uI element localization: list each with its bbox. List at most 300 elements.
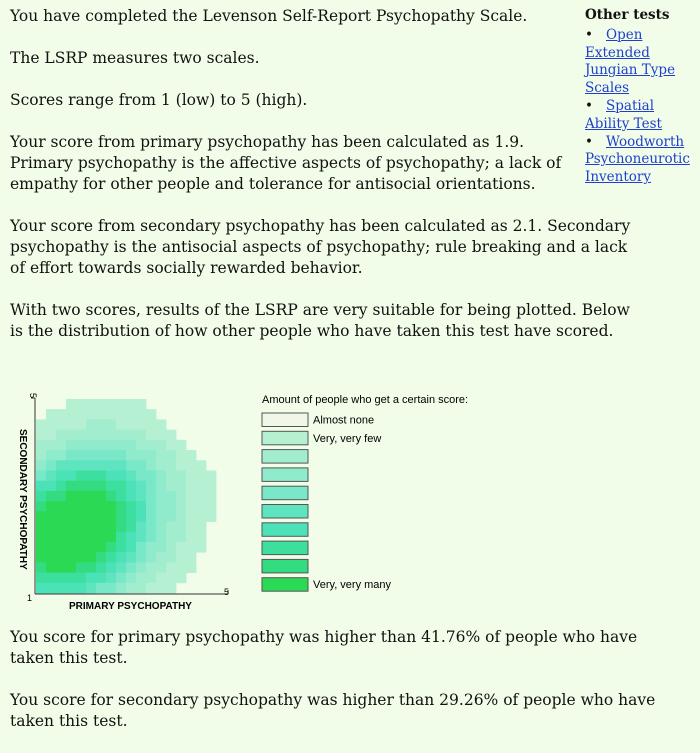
heatmap-cell [46, 430, 56, 441]
heatmap-cell [186, 460, 196, 471]
heatmap-cell [116, 511, 126, 522]
bullet-icon: • [585, 97, 593, 114]
heatmap-cell [176, 552, 186, 563]
heatmap-cell [66, 399, 76, 410]
heatmap-cell [166, 481, 176, 492]
heatmap-cell [76, 419, 86, 430]
heatmap-cell [166, 583, 176, 594]
heatmap-cell [156, 470, 166, 481]
heatmap-cell [106, 583, 116, 594]
heatmap-cell [116, 542, 126, 553]
heatmap-cell [66, 430, 76, 441]
heatmap-cell [176, 481, 186, 492]
heatmap-cell [66, 501, 76, 512]
heatmap-cell [166, 532, 176, 543]
heatmap-cell [146, 542, 156, 553]
heatmap-cell [96, 583, 106, 594]
heatmap-cell [96, 481, 106, 492]
heatmap-cell [56, 562, 66, 573]
heatmap-cell [116, 522, 126, 533]
heatmap-cell [96, 501, 106, 512]
heatmap-cell [176, 511, 186, 522]
heatmap-cell [116, 450, 126, 461]
heatmap-cell [176, 470, 186, 481]
heatmap-cell [86, 399, 96, 410]
heatmap-cell [36, 491, 46, 502]
heatmap [36, 399, 216, 593]
heatmap-cell [186, 470, 196, 481]
heatmap-cell [96, 450, 106, 461]
heatmap-cell [76, 430, 86, 441]
heatmap-cell [96, 409, 106, 420]
heatmap-cell [176, 440, 186, 451]
heatmap-cell [156, 552, 166, 563]
heatmap-cell [136, 481, 146, 492]
heatmap-cell [56, 522, 66, 533]
heatmap-cell [56, 491, 66, 502]
heatmap-cell [126, 430, 136, 441]
heatmap-cell [166, 522, 176, 533]
heatmap-cell [76, 440, 86, 451]
heatmap-cell [106, 481, 116, 492]
heatmap-cell [126, 481, 136, 492]
heatmap-cell [46, 573, 56, 584]
list-item [585, 98, 695, 134]
heatmap-cell [186, 552, 196, 563]
heatmap-cell [176, 450, 186, 461]
heatmap-cell [126, 562, 136, 573]
legend-swatch [262, 523, 308, 537]
heatmap-cell [126, 532, 136, 543]
heatmap-cell [126, 542, 136, 553]
heatmap-cell [186, 542, 196, 553]
heatmap-cell [66, 409, 76, 420]
link-spatial-ability[interactable]: Spatial Ability Test [585, 97, 662, 132]
heatmap-cell [196, 511, 206, 522]
heatmap-cell [86, 542, 96, 553]
heatmap-cell [176, 501, 186, 512]
completed-text: You have completed the Levenson Self-Report Psychopathy Scale. [10, 7, 528, 25]
heatmap-cell [76, 522, 86, 533]
heatmap-cell [86, 562, 96, 573]
heatmap-cell [136, 430, 146, 441]
heatmap-cell [36, 583, 46, 594]
heatmap-cell [126, 491, 136, 502]
heatmap-cell [186, 532, 196, 543]
heatmap-cell [96, 460, 106, 471]
heatmap-cell [66, 562, 76, 573]
x-axis-label: PRIMARY PSYCHOPATHY [69, 601, 192, 612]
heatmap-cell [156, 583, 166, 594]
heatmap-cell [176, 522, 186, 533]
heatmap-cell [146, 440, 156, 451]
heatmap-cell [186, 511, 196, 522]
heatmap-cell [66, 450, 76, 461]
list-item [585, 134, 695, 187]
heatmap-cell [166, 470, 176, 481]
heatmap-cell [136, 460, 146, 471]
heatmap-cell [86, 522, 96, 533]
y-axis-label: SECONDARY PSYCHOPATHY [17, 429, 28, 570]
heatmap-cell [66, 470, 76, 481]
heatmap-cell [116, 583, 126, 594]
heatmap-cell [136, 491, 146, 502]
heatmap-cell [56, 583, 66, 594]
heatmap-cell [96, 491, 106, 502]
heatmap-cell [46, 481, 56, 492]
heatmap-cell [156, 481, 166, 492]
heatmap-cell [186, 450, 196, 461]
heatmap-cell [96, 440, 106, 451]
heatmap-cell [46, 562, 56, 573]
heatmap-cell [76, 450, 86, 461]
legend-swatch [262, 559, 308, 573]
heatmap-cell [76, 409, 86, 420]
heatmap-cell [36, 511, 46, 522]
heatmap-cell [36, 419, 46, 430]
heatmap-cell [116, 573, 126, 584]
link-open-extended-jungian[interactable]: Open Extended Jungian Type Scales [585, 26, 676, 97]
heatmap-cell [56, 409, 66, 420]
heatmap-cell [116, 409, 126, 420]
heatmap-cell [136, 562, 146, 573]
heatmap-cell [166, 440, 176, 451]
heatmap-cell [146, 573, 156, 584]
other-tests-title: Other tests [585, 7, 670, 23]
heatmap-cell [36, 501, 46, 512]
heatmap-cell [126, 399, 136, 410]
heatmap-cell [196, 470, 206, 481]
heatmap-cell [146, 419, 156, 430]
heatmap-cell [146, 562, 156, 573]
secondary-percentile-text: You score for secondary psychopathy was higher than 29.26% of people who have taken this test. [10, 691, 656, 730]
heatmap-cell [66, 552, 76, 563]
heatmap-cell [136, 542, 146, 553]
heatmap-cell [166, 552, 176, 563]
bullet-icon: • [585, 133, 593, 150]
heatmap-cell [196, 481, 206, 492]
heatmap-cell [76, 552, 86, 563]
heatmap-cell [186, 501, 196, 512]
other-tests-list [585, 27, 695, 187]
heatmap-cell [146, 522, 156, 533]
heatmap-cell [56, 450, 66, 461]
heatmap-cell [136, 409, 146, 420]
heatmap-cell [106, 470, 116, 481]
heatmap-cell [146, 552, 156, 563]
heatmap-cell [166, 542, 176, 553]
heatmap-cell [196, 460, 206, 471]
heatmap-cell [36, 573, 46, 584]
heatmap-cell [76, 399, 86, 410]
heatmap-cell [66, 481, 76, 492]
heatmap-cell [206, 501, 216, 512]
heatmap-cell [206, 470, 216, 481]
heatmap-cell [56, 481, 66, 492]
heatmap-cell [56, 542, 66, 553]
heatmap-cell [106, 491, 116, 502]
heatmap-cell [76, 491, 86, 502]
distribution-chart [0, 382, 700, 622]
heatmap-cell [96, 552, 106, 563]
legend-label: Very, very few [313, 432, 382, 445]
heatmap-cell [76, 573, 86, 584]
heatmap-cell [156, 532, 166, 543]
heatmap-cell [56, 430, 66, 441]
legend-label: Almost none [313, 414, 375, 427]
heatmap-cell [176, 460, 186, 471]
heatmap-cell [106, 573, 116, 584]
heatmap-cell [56, 511, 66, 522]
heatmap-cell [46, 532, 56, 543]
heatmap-cell [146, 430, 156, 441]
heatmap-cell [166, 573, 176, 584]
legend-swatch [262, 578, 308, 592]
heatmap-cell [66, 542, 76, 553]
heatmap-cell [46, 409, 56, 420]
heatmap-cell [206, 511, 216, 522]
heatmap-cell [156, 501, 166, 512]
heatmap-cell [56, 470, 66, 481]
heatmap-cell [96, 419, 106, 430]
y-tick-max: 5 [28, 393, 38, 399]
heatmap-cell [116, 460, 126, 471]
heatmap-cell [196, 491, 206, 502]
heatmap-cell [116, 440, 126, 451]
heatmap-cell [126, 501, 136, 512]
heatmap-cell [146, 460, 156, 471]
heatmap-cell [86, 491, 96, 502]
heatmap-cell [46, 501, 56, 512]
heatmap-cell [146, 470, 156, 481]
heatmap-cell [126, 470, 136, 481]
heatmap-cell [76, 470, 86, 481]
heatmap-cell [106, 419, 116, 430]
heatmap-cell [146, 511, 156, 522]
heatmap-cell [156, 573, 166, 584]
heatmap-cell [116, 491, 126, 502]
heatmap-cell [46, 460, 56, 471]
heatmap-cell [196, 542, 206, 553]
heatmap-cell [126, 522, 136, 533]
heatmap-cell [36, 542, 46, 553]
heatmap-cell [136, 399, 146, 410]
heatmap-cell [166, 430, 176, 441]
legend [262, 413, 392, 591]
primary-score-text: Your score from primary psychopathy has been calculated as 1.9. Primary psychopathy is the affective aspects of psychopathy; a lack of empathy for other people and tolerance for antisocial orientations. [10, 133, 562, 193]
plot-intro-text: With two scores, results of the LSRP are very suitable for being plotted. Below is the distribution of how other people who have taken this test have scored. [10, 301, 630, 340]
scales-text: The LSRP measures two scales. [10, 49, 260, 67]
heatmap-cell [76, 532, 86, 543]
heatmap-cell [86, 470, 96, 481]
heatmap-cell [96, 399, 106, 410]
heatmap-cell [116, 501, 126, 512]
bullet-icon: • [585, 26, 593, 43]
heatmap-cell [106, 532, 116, 543]
heatmap-cell [156, 419, 166, 430]
heatmap-cell [106, 522, 116, 533]
heatmap-cell [96, 532, 106, 543]
legend-swatch [262, 541, 308, 555]
heatmap-cell [106, 542, 116, 553]
heatmap-cell [36, 470, 46, 481]
heatmap-cell [166, 460, 176, 471]
legend-swatch [262, 431, 308, 445]
heatmap-cell [106, 501, 116, 512]
heatmap-cell [146, 501, 156, 512]
heatmap-cell [156, 522, 166, 533]
heatmap-cell [106, 450, 116, 461]
heatmap-cell [186, 481, 196, 492]
heatmap-cell [186, 522, 196, 533]
heatmap-cell [86, 450, 96, 461]
x-tick-max: 5 [224, 587, 230, 597]
heatmap-cell [156, 511, 166, 522]
heatmap-cell [86, 573, 96, 584]
heatmap-cell [96, 430, 106, 441]
heatmap-cell [176, 491, 186, 502]
percentile-results [10, 627, 680, 753]
heatmap-cell [116, 532, 126, 543]
heatmap-cell [166, 511, 176, 522]
heatmap-cell [86, 430, 96, 441]
heatmap-cell [126, 460, 136, 471]
heatmap-cell [166, 562, 176, 573]
heatmap-cell [96, 542, 106, 553]
heatmap-cell [136, 511, 146, 522]
heatmap-cell [66, 532, 76, 543]
heatmap-cell [66, 511, 76, 522]
heatmap-cell [56, 440, 66, 451]
heatmap-cell [56, 573, 66, 584]
heatmap-cell [86, 481, 96, 492]
heatmap-cell [176, 562, 186, 573]
heatmap-cell [106, 511, 116, 522]
heatmap-cell [126, 440, 136, 451]
heatmap-cell [176, 532, 186, 543]
heatmap-cell [96, 470, 106, 481]
legend-swatch [262, 468, 308, 482]
range-text: Scores range from 1 (low) to 5 (high). [10, 91, 308, 109]
heatmap-cell [66, 419, 76, 430]
heatmap-cell [46, 450, 56, 461]
heatmap-cell [136, 470, 146, 481]
heatmap-cell [86, 532, 96, 543]
heatmap-cell [146, 481, 156, 492]
heatmap-cell [86, 501, 96, 512]
heatmap-cell [96, 573, 106, 584]
heatmap-cell [56, 552, 66, 563]
heatmap-cell [166, 501, 176, 512]
secondary-score-text: Your score from secondary psychopathy has been calculated as 2.1. Secondary psychopathy is the antisocial aspects of psychopathy; rule breaking and a lack of effort towards socially rewarded behavior. [10, 217, 631, 277]
heatmap-cell [36, 440, 46, 451]
heatmap-cell [86, 583, 96, 594]
heatmap-cell [206, 481, 216, 492]
heatmap-cell [66, 491, 76, 502]
heatmap-cell [146, 450, 156, 461]
heatmap-cell [126, 419, 136, 430]
heatmap-cell [46, 440, 56, 451]
heatmap-cell [146, 491, 156, 502]
heatmap-cell [146, 532, 156, 543]
heatmap-cell [126, 511, 136, 522]
heatmap-cell [126, 409, 136, 420]
heatmap-cell [116, 562, 126, 573]
heatmap-cell [136, 552, 146, 563]
heatmap-cell [76, 562, 86, 573]
other-tests-sidebar [585, 7, 695, 187]
heatmap-cell [46, 470, 56, 481]
heatmap-cell [106, 430, 116, 441]
heatmap-cell [116, 470, 126, 481]
list-item [585, 27, 695, 98]
heatmap-cell [36, 522, 46, 533]
heatmap-cell [136, 501, 146, 512]
heatmap-cell [46, 522, 56, 533]
heatmap-cell [156, 460, 166, 471]
heatmap-cell [86, 419, 96, 430]
link-woodworth[interactable]: Woodworth Psychoneurotic Inventory [585, 133, 690, 186]
heatmap-cell [36, 552, 46, 563]
heatmap-cell [136, 532, 146, 543]
heatmap-cell [136, 583, 146, 594]
heatmap-cell [116, 419, 126, 430]
heatmap-cell [136, 440, 146, 451]
distribution-figure [0, 382, 700, 622]
heatmap-cell [66, 522, 76, 533]
heatmap-cell [196, 522, 206, 533]
heatmap-cell [186, 562, 196, 573]
axis-origin-tick: 1 [27, 593, 33, 603]
heatmap-cell [56, 532, 66, 543]
heatmap-cell [126, 450, 136, 461]
heatmap-cell [206, 491, 216, 502]
heatmap-cell [36, 430, 46, 441]
heatmap-cell [36, 450, 46, 461]
heatmap-cell [36, 532, 46, 543]
heatmap-cell [96, 562, 106, 573]
heatmap-cell [116, 399, 126, 410]
heatmap-cell [196, 501, 206, 512]
heatmap-cell [116, 481, 126, 492]
heatmap-cell [66, 573, 76, 584]
heatmap-cell [146, 583, 156, 594]
heatmap-cell [86, 440, 96, 451]
heatmap-cell [56, 419, 66, 430]
heatmap-cell [46, 419, 56, 430]
heatmap-cell [136, 573, 146, 584]
heatmap-cell [76, 583, 86, 594]
heatmap-cell [156, 562, 166, 573]
heatmap-cell [46, 491, 56, 502]
heatmap-cell [176, 573, 186, 584]
heatmap-cell [136, 522, 146, 533]
heatmap-cell [136, 419, 146, 430]
heatmap-cell [116, 552, 126, 563]
heatmap-cell [126, 573, 136, 584]
primary-percentile-text: You score for primary psychopathy was higher than 41.76% of people who have taken this test. [10, 628, 638, 667]
heatmap-cell [156, 440, 166, 451]
heatmap-cell [156, 450, 166, 461]
heatmap-cell [106, 440, 116, 451]
heatmap-cell [116, 430, 126, 441]
heatmap-cell [56, 501, 66, 512]
heatmap-cell [196, 532, 206, 543]
heatmap-cell [106, 562, 116, 573]
heatmap-cell [46, 511, 56, 522]
heatmap-cell [66, 440, 76, 451]
heatmap-cell [86, 511, 96, 522]
